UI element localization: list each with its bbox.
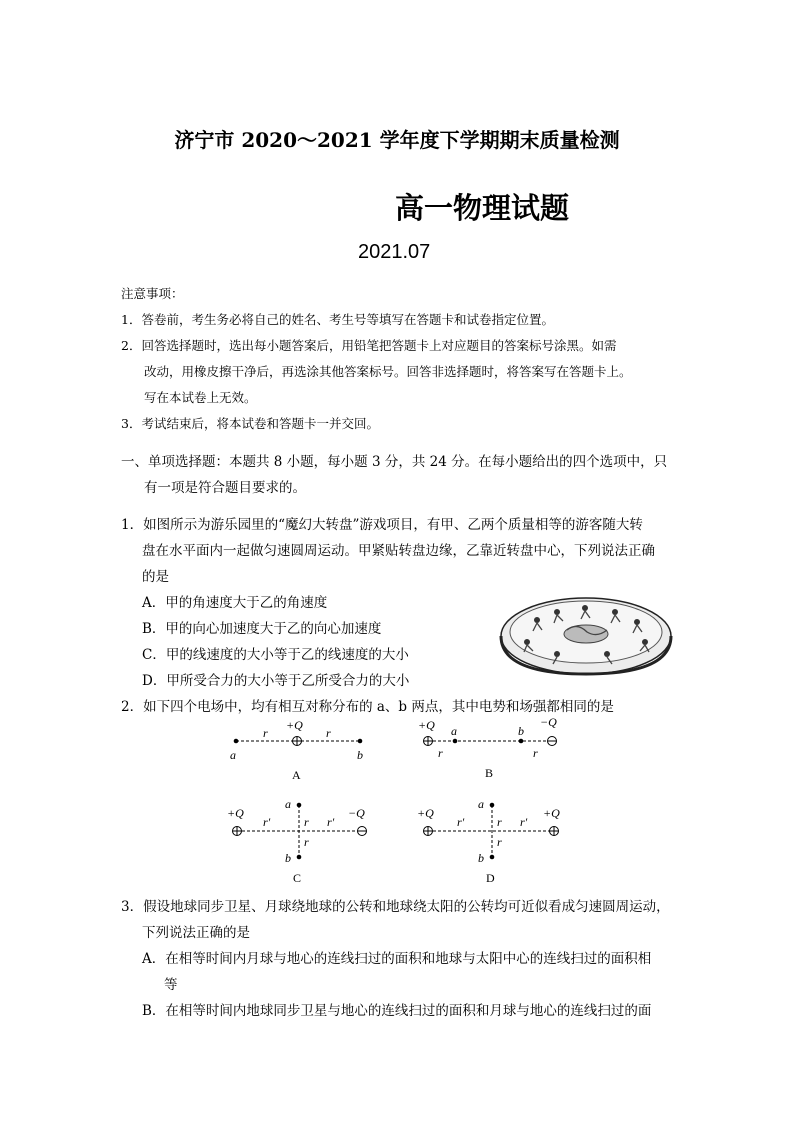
svg-text:D: D xyxy=(486,871,495,885)
q3-stem-line1: 3．假设地球同步卫星、月球绕地球的公转和地球绕太阳的公转均可近似看成匀速圆周运动， xyxy=(121,899,670,915)
q1-option-d: D．甲所受合力的大小等于乙所受合力的大小 xyxy=(142,673,410,689)
svg-text:r′: r′ xyxy=(263,815,271,829)
svg-text:r: r xyxy=(263,726,268,740)
figure-b xyxy=(415,710,565,786)
turntable-illustration xyxy=(497,590,675,678)
charge-label: +Q xyxy=(286,718,303,732)
section1-heading: 一、单项选择题：本题共 8 小题，每小题 3 分，共 24 分。在每小题给出的四个选项中，只 xyxy=(121,454,668,470)
svg-text:a: a xyxy=(230,748,236,762)
svg-text:r′: r′ xyxy=(327,815,335,829)
q1-stem-line1: 1．如图所示为游乐园里的“魔幻大转盘”游戏项目，有甲、乙两个质量相等的游客随大转 xyxy=(121,517,643,533)
svg-text:B: B xyxy=(485,766,494,780)
notice-item-2-cont2: 写在本试卷上无效。 xyxy=(144,390,257,405)
q1-option-a: A．甲的角速度大于乙的角速度 xyxy=(142,595,328,611)
svg-text:r: r xyxy=(438,746,443,760)
exam-subtitle: 高一物理试题 xyxy=(395,191,570,225)
svg-text:C: C xyxy=(293,871,302,885)
svg-text:b: b xyxy=(478,851,484,865)
svg-text:−Q: −Q xyxy=(540,715,557,729)
figure-c xyxy=(225,795,375,887)
svg-text:a: a xyxy=(478,797,484,811)
figure-label: A xyxy=(292,768,301,782)
figure-a xyxy=(225,710,375,786)
notice-item-3: 3．考试结束后，将本试卷和答题卡一并交回。 xyxy=(121,416,379,431)
point-a xyxy=(234,739,239,744)
svg-text:+Q: +Q xyxy=(543,806,560,820)
svg-text:a: a xyxy=(285,797,291,811)
q1-option-b: B．甲的向心加速度大于乙的向心加速度 xyxy=(142,621,382,637)
notice-item-1: 1．答卷前，考生务必将自己的姓名、考生号等填写在答题卡和试卷指定位置。 xyxy=(121,312,554,327)
svg-text:r: r xyxy=(304,815,309,829)
figure-d xyxy=(415,795,570,887)
q3-option-b: B．在相等时间内地球同步卫星与地心的连线扫过的面积和月球与地心的连线扫过的面 xyxy=(142,1003,652,1019)
q3-option-a: A．在相等时间内月球与地心的连线扫过的面积和地球与太阳中心的连线扫过的面积相 xyxy=(142,951,652,967)
point-b xyxy=(358,739,363,744)
notice-heading: 注意事项： xyxy=(121,286,184,301)
svg-text:b: b xyxy=(285,851,291,865)
svg-text:+Q: +Q xyxy=(417,806,434,820)
svg-text:r′: r′ xyxy=(457,815,465,829)
svg-text:b: b xyxy=(518,724,524,738)
q3-stem-line2: 下列说法正确的是 xyxy=(142,925,250,941)
svg-text:a: a xyxy=(451,724,457,738)
notice-item-2: 2．回答选择题时，选出每小题答案后，用铅笔把答题卡上对应题目的答案标号涂黑。如需 xyxy=(121,338,617,353)
notice-item-2-cont: 改动，用橡皮擦干净后，再选涂其他答案标号。回答非选择题时，将答案写在答题卡上。 xyxy=(144,364,632,379)
svg-text:+Q: +Q xyxy=(418,718,435,732)
svg-text:b: b xyxy=(357,748,363,762)
exam-title: 济宁市 2020～2021 学年度下学期期末质量检测 xyxy=(174,128,620,152)
svg-text:r: r xyxy=(326,726,331,740)
svg-text:r: r xyxy=(533,746,538,760)
svg-text:r: r xyxy=(497,815,502,829)
svg-text:−Q: −Q xyxy=(348,806,365,820)
svg-text:r: r xyxy=(304,835,309,849)
exam-date: 2021.07 xyxy=(358,241,431,263)
svg-text:r: r xyxy=(497,835,502,849)
svg-text:r′: r′ xyxy=(520,815,528,829)
svg-text:+Q: +Q xyxy=(227,806,244,820)
q1-stem-line2: 盘在水平面内一起做匀速圆周运动。甲紧贴转盘边缘，乙靠近转盘中心，下列说法正确 xyxy=(142,543,655,559)
q1-stem-line3: 的是 xyxy=(142,569,169,585)
q3-option-a-cont: 等 xyxy=(164,977,178,993)
section1-heading-cont: 有一项是符合题目要求的。 xyxy=(144,480,306,496)
q2-stem: 2．如下四个电场中，均有相互对称分布的 a、b 两点，其中电势和场强都相同的是 xyxy=(121,699,614,715)
q1-option-c: C．甲的线速度的大小等于乙的线速度的大小 xyxy=(142,647,409,663)
